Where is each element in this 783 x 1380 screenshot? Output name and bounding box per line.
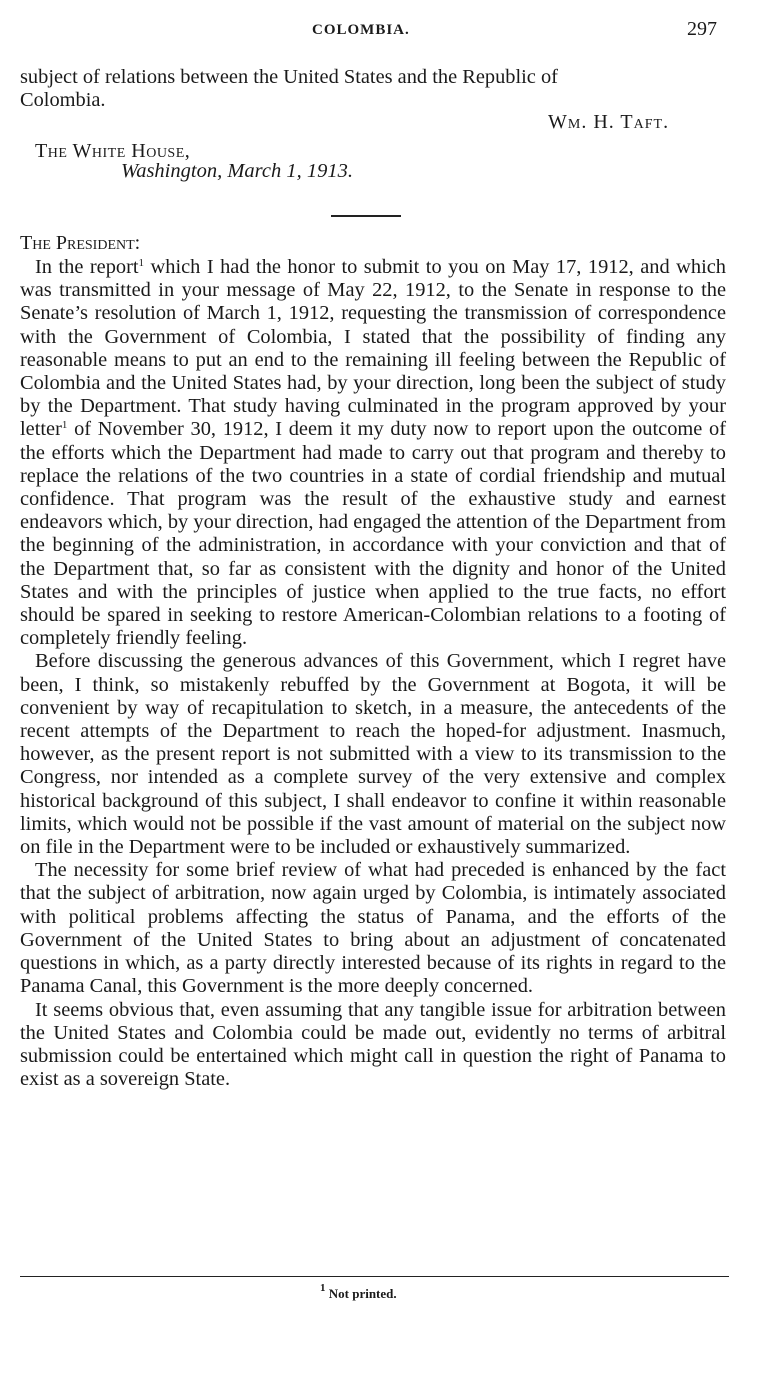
paragraph-1-b: which I had the honor to submit to you on May 17, 1912, and which was transmitted in your message of May 22, 1912, to the Senate in response to the Senate’s resolution of March 1, 1912, requesting the transmission of correspondence with the Government of Colombia, I stated that the possibility of finding any reasonable means to put an end to the remaining ill feeling between the Republic of Colombia and the United States had, by your direction, long been the subject of study by the Department. That study having culminated in the program approved by your letter xyxy=(20,256,726,441)
closing-line-1: subject of relations between the United States and the Republic of xyxy=(20,66,558,88)
footnote xyxy=(320,1282,397,1302)
paragraph-1-a: In the report xyxy=(35,256,139,278)
place-line: The White House, xyxy=(35,140,191,162)
closing-line-2: Colombia. xyxy=(20,89,106,112)
letter-closing-text xyxy=(20,66,726,112)
paragraph-1 xyxy=(20,256,726,650)
dateline: Washington, March 1, 1913. xyxy=(121,160,353,182)
signature-name: Wm. H. Taft. xyxy=(548,111,670,133)
footnote-marker: 1 xyxy=(320,1282,326,1294)
section-divider xyxy=(331,215,401,217)
footnote-ref-2: 1 xyxy=(61,419,68,432)
paragraph-1-c: of November 30, 1912, I deem it my duty now to report upon the outcome of the efforts which the Department had made to carry out that program and thereby to replace the relations of the two countries in a state of cordial friendship and mutual confidence. That program was the result of the exhaustive study and earnest endeavors which, by your direction, had engaged the attention of the Department from the beginning of the administration, in accordance with your conviction and that of the Department that, so far as consistent with the dignity and honor of the United States and with the principles of justice when applied to the true facts, no effort should be spared in seeking to restore American-Colombian relations to a footing of completely friendly feeling. xyxy=(20,418,726,650)
report-body xyxy=(20,256,726,1091)
running-title: COLOMBIA. xyxy=(312,22,410,38)
paragraph-3: The necessity for some brief review of what had preceded is enhanced by the fact that the subject of arbitration, now again urged by Colombia, is intimately associated with political problems affecting the status of Panama, and the efforts of the Government of the United States to bring about an adjustment of concatenated questions in which, as a party directly interested because of its rights in regard to the Panama Canal, this Government is the more deeply concerned. xyxy=(20,859,726,998)
paragraph-4: It seems obvious that, even assuming that any tangible issue for arbitration between the United States and Colombia could be made out, evidently no terms of arbitral submission could be entertained which might call in question the right of Panama to exist as a sovereign State. xyxy=(20,998,726,1091)
salutation: The President: xyxy=(20,232,141,254)
footnote-divider xyxy=(20,1276,729,1277)
footnote-text: Not printed. xyxy=(325,1286,397,1301)
footnote-ref-1: 1 xyxy=(138,257,145,269)
page-number: 297 xyxy=(687,18,717,40)
paragraph-2: Before discussing the generous advances of this Government, which I regret have been, I think, so mistakenly rebuffed by the Government at Bogota, it will be convenient by way of recapitulation to sketch, in a measure, the antecedents of the recent attempts of the Department to reach the hoped-for adjustment. Inasmuch, however, as the present report is not submitted with a view to its transmission to the Congress, nor intended as a complete survey of the very extensive and complex historical background of this subject, I shall endeavor to confine it within reasonable limits, which would not be possible if the vast amount of material on the subject now on file in the Department were to be included or exhaustively summarized. xyxy=(20,650,726,859)
